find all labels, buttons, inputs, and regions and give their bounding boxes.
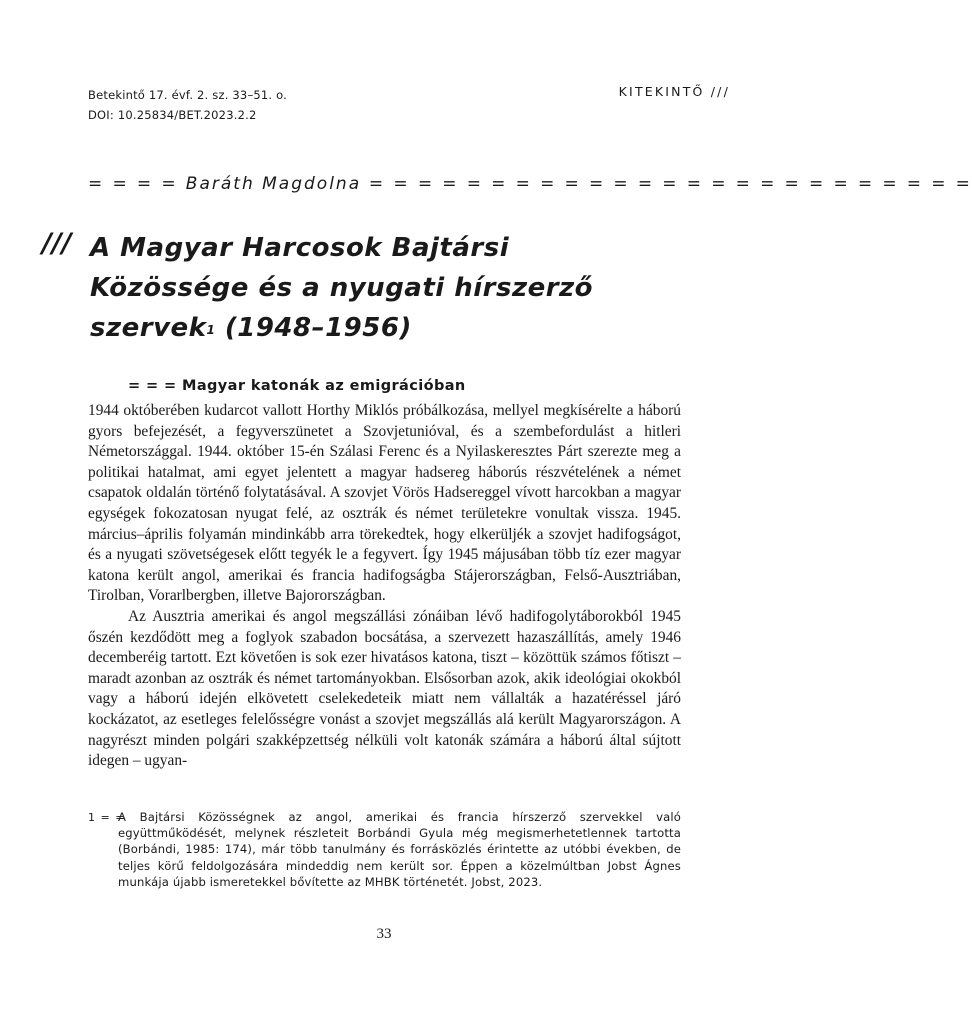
author-line: [88, 174, 972, 194]
footnote-text: A Bajtársi Közösségnek az angol, amerikai és francia hírszerző szervekkel való együttműködését, melynek részleteit Borbándi Gyula még megismerhetetlennek tartotta (Borbándi, 1985: 174), már több tanulmány és forrásközlés érintette az utóbbi években, de teljes körű feldolgozására mindeddig nem került sor. Éppen a közelmúltban Jobst Ágnes munkája újabb ismeretekkel bővítette az MHBK történetét. Jobst, 2023.: [118, 810, 681, 889]
title-line-1: A Magyar Harcosok Bajtársi: [90, 233, 510, 263]
page-number: 33: [376, 926, 392, 942]
footnote-marker: 1 = =: [88, 811, 126, 824]
running-header-citation: [88, 85, 287, 125]
author-name: Baráth Magdolna: [185, 174, 362, 194]
author-suffix-rule: = = = = = = = = = = = = = = = = = = = = = = = = =: [361, 174, 972, 194]
section-label: KITEKINTŐ ///: [618, 84, 730, 99]
paragraph-2: Az Ausztria amerikai és angol megszállási zónáiban lévő hadifogolytáborokból 1945 őszén kezdődött meg a foglyok szabadon bocsátása, a szervezett hazaszállítás, amely 1946 decemberéig tartott. Ezt követően is sok ezer hivatásos katona, tiszt – közöttük számos főtiszt – maradt azonban az osztrák és német tartományokban. Elsősorban azok, akik ideológiai okokból vagy a háború idején elkövetett cselekedeteik miatt nem vállalták a hazatéréssel járó kockázatot, az esetleges felelősségre vonást a szovjet megszállás alá került Magyarországon. A nagyrészt minden polgári szakképzettség nélküli volt katonák számára a háború által sújtott idegen – ugyan-: [88, 607, 681, 770]
citation-line: Betekintő 17. évf. 2. sz. 33–51. o.: [88, 88, 288, 102]
title-marker: ///: [42, 228, 72, 259]
title-line-2: Közössége és a nyugati hírszerző: [90, 273, 594, 303]
title-line-3: [90, 308, 730, 348]
section-heading: = = = Magyar katonák az emigrációban: [128, 378, 466, 394]
title-years: (1948–1956): [215, 313, 412, 343]
author-prefix-rule: = = = =: [88, 174, 186, 194]
doi-line: DOI: 10.25834/BET.2023.2.2: [88, 108, 257, 122]
footnote-reference[interactable]: 1: [206, 323, 216, 337]
body-text: [88, 401, 681, 772]
paragraph-1: 1944 októberében kudarcot vallott Horthy Miklós próbálkozása, mellyel megkísérelte a háború gyors befejezését, a fegyverszünetet a Szovjetunióval, és a szembefordulást a hitleri Németországgal. 1944. október 15-én Szálasi Ferenc és a Nyilaskeresztes Párt szerezte meg a politikai hatalmat, ami egyet jelentett a magyar hadsereg háborús részvételének a német csapatok oldalán történő folytatásával. A szovjet Vörös Hadsereggel vívott harcokban a magyar egységek fokozatosan nyugat felé, az osztrák és német területekre vonultak vissza. 1945. március–április folyamán mindinkább arra törekedtek, hogy elkerüljék a szovjet hadifogságot, és a nyugati szövetségesek előtt tegyék le a fegyvert. Így 1945 májusában több tíz ezer magyar katona került angol, amerikai és francia hadifogságba Stájerországban, Felső-Ausztriában, Tirolban, Vorarlbergben, illetve Bajorországban.: [88, 402, 681, 605]
article-title: [90, 228, 730, 348]
title-line-3-text: szervek: [90, 313, 207, 343]
